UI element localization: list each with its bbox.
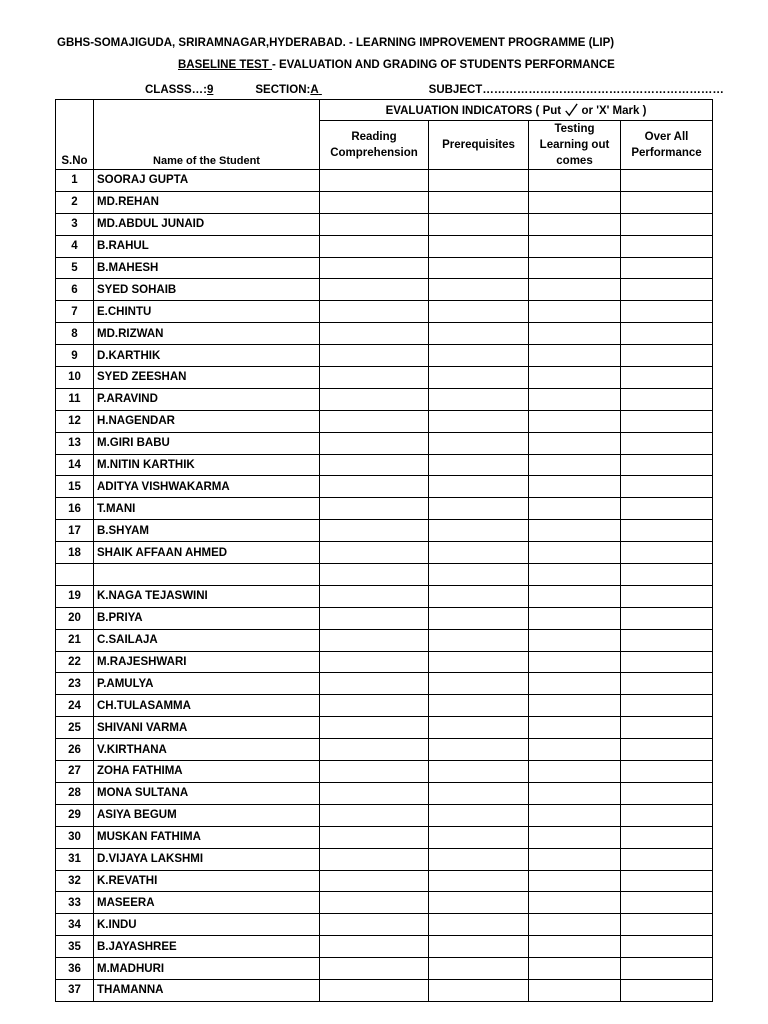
reading-comprehension-cell[interactable] xyxy=(320,432,429,454)
class-value: 9 xyxy=(206,84,214,96)
serial-number: 28 xyxy=(56,782,94,804)
testing-outcomes-cell[interactable] xyxy=(529,673,621,695)
overall-performance-cell[interactable] xyxy=(621,235,713,257)
student-name: M.NITIN KARTHIK xyxy=(94,454,320,476)
student-name: SOORAJ GUPTA xyxy=(94,170,320,192)
table-row xyxy=(56,607,713,629)
student-name: M.MADHURI xyxy=(94,958,320,980)
serial-number: 11 xyxy=(56,388,94,410)
reading-comprehension-cell[interactable] xyxy=(320,979,429,1001)
student-name: D.VIJAYA LAKSHMI xyxy=(94,848,320,870)
student-name: THAMANNA xyxy=(94,979,320,1001)
testing-outcomes-cell[interactable] xyxy=(529,476,621,498)
serial-number: 8 xyxy=(56,323,94,345)
prerequisites-cell[interactable] xyxy=(429,213,529,235)
student-name: B.RAHUL xyxy=(94,235,320,257)
overall-performance-cell[interactable] xyxy=(621,826,713,848)
prerequisites-cell[interactable] xyxy=(429,979,529,1001)
overall-performance-cell[interactable] xyxy=(621,323,713,345)
reading-comprehension-cell[interactable] xyxy=(320,607,429,629)
testing-outcomes-cell[interactable] xyxy=(529,892,621,914)
table-row xyxy=(56,651,713,673)
overall-performance-cell[interactable] xyxy=(621,454,713,476)
reading-comprehension-cell[interactable] xyxy=(320,345,429,367)
reading-comprehension-cell[interactable] xyxy=(320,498,429,520)
prerequisites-cell[interactable] xyxy=(429,936,529,958)
student-name-header: Name of the Student xyxy=(94,100,320,170)
table-row xyxy=(56,257,713,279)
prerequisites-cell[interactable] xyxy=(429,804,529,826)
prerequisites-cell[interactable] xyxy=(429,410,529,432)
testing-outcomes-cell[interactable] xyxy=(529,848,621,870)
evaluation-table xyxy=(55,99,713,1002)
prerequisites-cell[interactable] xyxy=(429,388,529,410)
prerequisites-cell[interactable] xyxy=(429,323,529,345)
table-row xyxy=(56,279,713,301)
serial-number: 20 xyxy=(56,607,94,629)
reading-comprehension-cell[interactable] xyxy=(320,388,429,410)
prerequisites-cell[interactable] xyxy=(429,191,529,213)
student-name: V.KIRTHANA xyxy=(94,739,320,761)
prerequisites-cell[interactable] xyxy=(429,542,529,564)
prerequisites-cell[interactable] xyxy=(429,301,529,323)
reading-comprehension-cell[interactable] xyxy=(320,257,429,279)
prerequisites-cell[interactable] xyxy=(429,695,529,717)
testing-outcomes-cell[interactable] xyxy=(529,826,621,848)
serial-number: 27 xyxy=(56,761,94,783)
student-name: B.SHYAM xyxy=(94,520,320,542)
prerequisites-cell[interactable] xyxy=(429,498,529,520)
test-title-rest: - EVALUATION AND GRADING OF STUDENTS PERFORMANCE xyxy=(271,59,615,71)
table-row xyxy=(56,914,713,936)
overall-performance-cell[interactable] xyxy=(621,476,713,498)
overall-performance-cell[interactable] xyxy=(621,979,713,1001)
indicator-reading-comprehension: Reading Comprehension xyxy=(320,121,429,170)
prerequisites-cell[interactable] xyxy=(429,279,529,301)
table-row xyxy=(56,564,713,586)
reading-comprehension-cell[interactable] xyxy=(320,848,429,870)
prerequisites-cell[interactable] xyxy=(429,235,529,257)
prerequisites-cell[interactable] xyxy=(429,367,529,389)
serial-number: 12 xyxy=(56,410,94,432)
testing-outcomes-cell[interactable] xyxy=(529,629,621,651)
indicator-prerequisites: Prerequisites xyxy=(429,121,529,170)
overall-performance-cell[interactable] xyxy=(621,279,713,301)
reading-comprehension-cell[interactable] xyxy=(320,476,429,498)
prerequisites-cell[interactable] xyxy=(429,585,529,607)
table-row xyxy=(56,804,713,826)
reading-comprehension-cell[interactable] xyxy=(320,585,429,607)
serial-number: 37 xyxy=(56,979,94,1001)
prerequisites-cell[interactable] xyxy=(429,607,529,629)
testing-outcomes-cell[interactable] xyxy=(529,213,621,235)
testing-outcomes-cell[interactable] xyxy=(529,542,621,564)
serial-number: 22 xyxy=(56,651,94,673)
testing-outcomes-cell[interactable] xyxy=(529,170,621,192)
overall-performance-cell[interactable] xyxy=(621,673,713,695)
overall-performance-cell[interactable] xyxy=(621,782,713,804)
serial-number: 13 xyxy=(56,432,94,454)
table-row xyxy=(56,170,713,192)
table-row xyxy=(56,323,713,345)
school-title: GBHS-SOMAJIGUDA, SRIRAMNAGAR,HYDERABAD. - LEARNING IMPROVEMENT PROGRAMME (LIP) xyxy=(57,37,615,49)
serial-number: 30 xyxy=(56,826,94,848)
testing-outcomes-cell[interactable] xyxy=(529,410,621,432)
reading-comprehension-cell[interactable] xyxy=(320,520,429,542)
serial-number: 21 xyxy=(56,629,94,651)
prerequisites-cell[interactable] xyxy=(429,761,529,783)
overall-performance-cell[interactable] xyxy=(621,345,713,367)
serial-number: 29 xyxy=(56,804,94,826)
table-row xyxy=(56,936,713,958)
serial-number: 6 xyxy=(56,279,94,301)
reading-comprehension-cell[interactable] xyxy=(320,739,429,761)
serial-number: 18 xyxy=(56,542,94,564)
student-name: P.ARAVIND xyxy=(94,388,320,410)
table-row xyxy=(56,848,713,870)
serial-number: 4 xyxy=(56,235,94,257)
overall-performance-cell[interactable] xyxy=(621,367,713,389)
testing-outcomes-cell[interactable] xyxy=(529,761,621,783)
student-name: K.REVATHI xyxy=(94,870,320,892)
student-name: MASEERA xyxy=(94,892,320,914)
testing-outcomes-cell[interactable] xyxy=(529,607,621,629)
testing-outcomes-cell[interactable] xyxy=(529,301,621,323)
serial-number: 24 xyxy=(56,695,94,717)
overall-performance-cell[interactable] xyxy=(621,607,713,629)
reading-comprehension-cell[interactable] xyxy=(320,804,429,826)
testing-outcomes-cell[interactable] xyxy=(529,979,621,1001)
overall-performance-cell[interactable] xyxy=(621,542,713,564)
table-row xyxy=(56,826,713,848)
serial-number xyxy=(56,564,94,586)
testing-outcomes-cell[interactable] xyxy=(529,388,621,410)
prerequisites-cell[interactable] xyxy=(429,958,529,980)
table-row xyxy=(56,454,713,476)
baseline-test-label: BASELINE TEST xyxy=(178,59,272,71)
testing-outcomes-cell[interactable] xyxy=(529,498,621,520)
table-row xyxy=(56,213,713,235)
eval-label-start: EVALUATION INDICATORS ( Put xyxy=(385,105,562,117)
student-name: E.CHINTU xyxy=(94,301,320,323)
student-name: MONA SULTANA xyxy=(94,782,320,804)
testing-outcomes-cell[interactable] xyxy=(529,367,621,389)
prerequisites-cell[interactable] xyxy=(429,345,529,367)
prerequisites-cell[interactable] xyxy=(429,564,529,586)
table-row xyxy=(56,301,713,323)
table-row xyxy=(56,695,713,717)
testing-outcomes-cell[interactable] xyxy=(529,585,621,607)
reading-comprehension-cell[interactable] xyxy=(320,410,429,432)
evaluation-indicators-header xyxy=(320,100,713,121)
serial-number: 10 xyxy=(56,367,94,389)
reading-comprehension-cell[interactable] xyxy=(320,651,429,673)
reading-comprehension-cell[interactable] xyxy=(320,454,429,476)
reading-comprehension-cell[interactable] xyxy=(320,301,429,323)
prerequisites-cell[interactable] xyxy=(429,892,529,914)
table-row xyxy=(56,870,713,892)
overall-performance-cell[interactable] xyxy=(621,892,713,914)
overall-performance-cell[interactable] xyxy=(621,498,713,520)
reading-comprehension-cell[interactable] xyxy=(320,191,429,213)
serial-number: 2 xyxy=(56,191,94,213)
overall-performance-cell[interactable] xyxy=(621,585,713,607)
table-row xyxy=(56,476,713,498)
table-row xyxy=(56,629,713,651)
overall-performance-cell[interactable] xyxy=(621,257,713,279)
overall-performance-cell[interactable] xyxy=(621,564,713,586)
overall-performance-cell[interactable] xyxy=(621,410,713,432)
checkmark-icon xyxy=(564,103,578,117)
table-row xyxy=(56,958,713,980)
student-name: ADITYA VISHWAKARMA xyxy=(94,476,320,498)
testing-outcomes-cell[interactable] xyxy=(529,782,621,804)
overall-performance-cell[interactable] xyxy=(621,388,713,410)
reading-comprehension-cell[interactable] xyxy=(320,826,429,848)
overall-performance-cell[interactable] xyxy=(621,213,713,235)
student-name: SYED ZEESHAN xyxy=(94,367,320,389)
reading-comprehension-cell[interactable] xyxy=(320,914,429,936)
prerequisites-cell[interactable] xyxy=(429,651,529,673)
prerequisites-cell[interactable] xyxy=(429,170,529,192)
serial-number: 19 xyxy=(56,585,94,607)
testing-outcomes-cell[interactable] xyxy=(529,345,621,367)
student-name: MD.RIZWAN xyxy=(94,323,320,345)
testing-outcomes-cell[interactable] xyxy=(529,235,621,257)
section-label: SECTION: xyxy=(255,84,311,96)
overall-performance-cell[interactable] xyxy=(621,870,713,892)
table-row xyxy=(56,892,713,914)
student-name xyxy=(94,564,320,586)
table-row xyxy=(56,739,713,761)
serial-number: 36 xyxy=(56,958,94,980)
testing-outcomes-cell[interactable] xyxy=(529,279,621,301)
prerequisites-cell[interactable] xyxy=(429,673,529,695)
table-row xyxy=(56,761,713,783)
overall-performance-cell[interactable] xyxy=(621,914,713,936)
serial-number: 33 xyxy=(56,892,94,914)
testing-outcomes-cell[interactable] xyxy=(529,717,621,739)
student-name: K.NAGA TEJASWINI xyxy=(94,585,320,607)
serial-number: 9 xyxy=(56,345,94,367)
testing-outcomes-cell[interactable] xyxy=(529,520,621,542)
overall-performance-cell[interactable] xyxy=(621,520,713,542)
testing-outcomes-cell[interactable] xyxy=(529,936,621,958)
prerequisites-cell[interactable] xyxy=(429,520,529,542)
serial-number: 5 xyxy=(56,257,94,279)
student-name: ASIYA BEGUM xyxy=(94,804,320,826)
student-name: K.INDU xyxy=(94,914,320,936)
student-name: M.RAJESHWARI xyxy=(94,651,320,673)
table-row xyxy=(56,717,713,739)
table-row xyxy=(56,410,713,432)
test-title xyxy=(178,59,615,71)
serial-number: 3 xyxy=(56,213,94,235)
student-name: MD.ABDUL JUNAID xyxy=(94,213,320,235)
reading-comprehension-cell[interactable] xyxy=(320,673,429,695)
student-name: T.MANI xyxy=(94,498,320,520)
overall-performance-cell[interactable] xyxy=(621,432,713,454)
overall-performance-cell[interactable] xyxy=(621,170,713,192)
reading-comprehension-cell[interactable] xyxy=(320,870,429,892)
testing-outcomes-cell[interactable] xyxy=(529,564,621,586)
student-name: SHIVANI VARMA xyxy=(94,717,320,739)
prerequisites-cell[interactable] xyxy=(429,257,529,279)
prerequisites-cell[interactable] xyxy=(429,454,529,476)
student-name: MUSKAN FATHIMA xyxy=(94,826,320,848)
overall-performance-cell[interactable] xyxy=(621,717,713,739)
student-name: SHAIK AFFAAN AHMED xyxy=(94,542,320,564)
table-row xyxy=(56,979,713,1001)
testing-outcomes-cell[interactable] xyxy=(529,432,621,454)
testing-outcomes-cell[interactable] xyxy=(529,257,621,279)
table-row xyxy=(56,432,713,454)
indicator-overall-performance: Over All Performance xyxy=(621,121,713,170)
table-row xyxy=(56,585,713,607)
table-row xyxy=(56,345,713,367)
overall-performance-cell[interactable] xyxy=(621,848,713,870)
student-name: B.JAYASHREE xyxy=(94,936,320,958)
table-row xyxy=(56,542,713,564)
table-row xyxy=(56,673,713,695)
serial-number: 35 xyxy=(56,936,94,958)
serial-number: 15 xyxy=(56,476,94,498)
testing-outcomes-cell[interactable] xyxy=(529,804,621,826)
student-name: D.KARTHIK xyxy=(94,345,320,367)
overall-performance-cell[interactable] xyxy=(621,651,713,673)
student-rows xyxy=(56,170,713,1002)
serial-number: 23 xyxy=(56,673,94,695)
overall-performance-cell[interactable] xyxy=(621,695,713,717)
overall-performance-cell[interactable] xyxy=(621,761,713,783)
serial-number: 17 xyxy=(56,520,94,542)
sno-header: S.No xyxy=(56,100,94,170)
prerequisites-cell[interactable] xyxy=(429,848,529,870)
eval-label-end: or 'X' Mark ) xyxy=(581,105,647,117)
testing-outcomes-cell[interactable] xyxy=(529,870,621,892)
testing-outcomes-cell[interactable] xyxy=(529,695,621,717)
student-name: P.AMULYA xyxy=(94,673,320,695)
serial-number: 16 xyxy=(56,498,94,520)
reading-comprehension-cell[interactable] xyxy=(320,958,429,980)
overall-performance-cell[interactable] xyxy=(621,629,713,651)
serial-number: 7 xyxy=(56,301,94,323)
student-name: MD.REHAN xyxy=(94,191,320,213)
prerequisites-cell[interactable] xyxy=(429,782,529,804)
prerequisites-cell[interactable] xyxy=(429,476,529,498)
reading-comprehension-cell[interactable] xyxy=(320,170,429,192)
prerequisites-cell[interactable] xyxy=(429,629,529,651)
serial-number: 34 xyxy=(56,914,94,936)
reading-comprehension-cell[interactable] xyxy=(320,717,429,739)
table-row xyxy=(56,498,713,520)
serial-number: 32 xyxy=(56,870,94,892)
serial-number: 14 xyxy=(56,454,94,476)
table-row xyxy=(56,367,713,389)
student-name: C.SAILAJA xyxy=(94,629,320,651)
class-label: CLASSS…: xyxy=(145,84,207,96)
student-name: M.GIRI BABU xyxy=(94,432,320,454)
overall-performance-cell[interactable] xyxy=(621,191,713,213)
table-row xyxy=(56,520,713,542)
serial-number: 1 xyxy=(56,170,94,192)
prerequisites-cell[interactable] xyxy=(429,717,529,739)
table-row xyxy=(56,235,713,257)
prerequisites-cell[interactable] xyxy=(429,739,529,761)
class-section-subject-line xyxy=(145,84,724,96)
serial-number: 25 xyxy=(56,717,94,739)
student-name: H.NAGENDAR xyxy=(94,410,320,432)
table-row xyxy=(56,782,713,804)
section-value: A xyxy=(310,84,319,96)
student-name: CH.TULASAMMA xyxy=(94,695,320,717)
reading-comprehension-cell[interactable] xyxy=(320,782,429,804)
reading-comprehension-cell[interactable] xyxy=(320,695,429,717)
overall-performance-cell[interactable] xyxy=(621,301,713,323)
reading-comprehension-cell[interactable] xyxy=(320,892,429,914)
prerequisites-cell[interactable] xyxy=(429,432,529,454)
testing-outcomes-cell[interactable] xyxy=(529,191,621,213)
reading-comprehension-cell[interactable] xyxy=(320,213,429,235)
serial-number: 31 xyxy=(56,848,94,870)
table-row xyxy=(56,191,713,213)
student-name: B.PRIYA xyxy=(94,607,320,629)
reading-comprehension-cell[interactable] xyxy=(320,323,429,345)
testing-outcomes-cell[interactable] xyxy=(529,958,621,980)
overall-performance-cell[interactable] xyxy=(621,936,713,958)
student-name: ZOHA FATHIMA xyxy=(94,761,320,783)
testing-outcomes-cell[interactable] xyxy=(529,739,621,761)
reading-comprehension-cell[interactable] xyxy=(320,279,429,301)
reading-comprehension-cell[interactable] xyxy=(320,761,429,783)
reading-comprehension-cell[interactable] xyxy=(320,629,429,651)
subject-label: SUBJECT……………………………………………………… xyxy=(428,84,724,96)
student-name: B.MAHESH xyxy=(94,257,320,279)
prerequisites-cell[interactable] xyxy=(429,914,529,936)
testing-outcomes-cell[interactable] xyxy=(529,914,621,936)
reading-comprehension-cell[interactable] xyxy=(320,235,429,257)
serial-number: 26 xyxy=(56,739,94,761)
student-name: SYED SOHAIB xyxy=(94,279,320,301)
overall-performance-cell[interactable] xyxy=(621,958,713,980)
reading-comprehension-cell[interactable] xyxy=(320,367,429,389)
overall-performance-cell[interactable] xyxy=(621,804,713,826)
prerequisites-cell[interactable] xyxy=(429,870,529,892)
reading-comprehension-cell[interactable] xyxy=(320,542,429,564)
reading-comprehension-cell[interactable] xyxy=(320,564,429,586)
reading-comprehension-cell[interactable] xyxy=(320,936,429,958)
indicator-testing-learning-outcomes: Testing Learning out comes xyxy=(529,121,621,170)
overall-performance-cell[interactable] xyxy=(621,739,713,761)
prerequisites-cell[interactable] xyxy=(429,826,529,848)
testing-outcomes-cell[interactable] xyxy=(529,323,621,345)
testing-outcomes-cell[interactable] xyxy=(529,651,621,673)
table-row xyxy=(56,388,713,410)
testing-outcomes-cell[interactable] xyxy=(529,454,621,476)
